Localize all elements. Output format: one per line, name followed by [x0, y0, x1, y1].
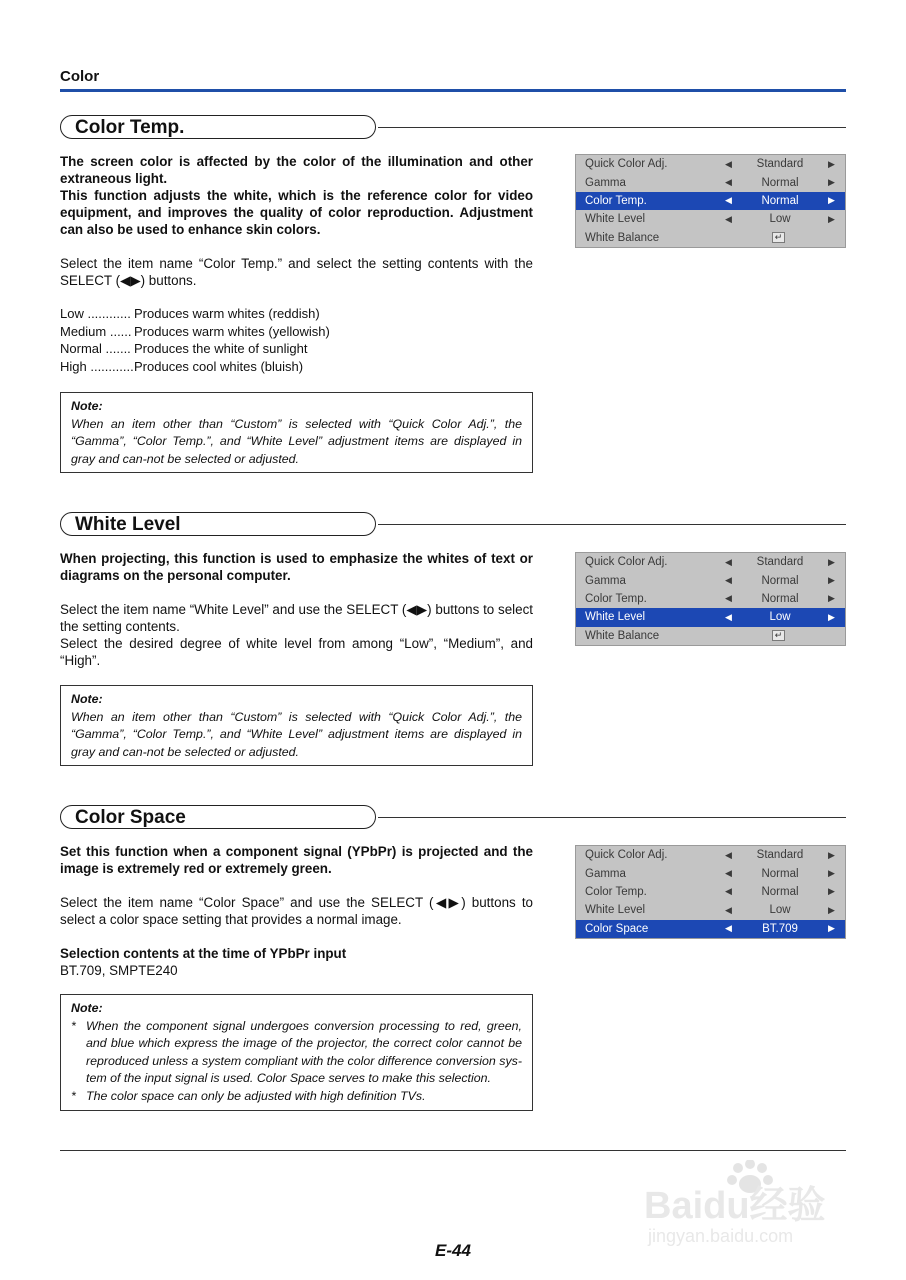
left-arrow-icon[interactable]: ◀: [725, 849, 732, 860]
section-title-white-level: White Level: [60, 512, 376, 536]
option-row: [60, 358, 533, 376]
right-arrow-icon[interactable]: ▶: [828, 593, 835, 604]
menu-row-white-level[interactable]: [576, 210, 845, 228]
menu-row-quick-color-adj[interactable]: [576, 846, 845, 864]
note-box: [60, 994, 533, 1111]
menu-value: Normal: [761, 176, 799, 189]
menu-label: Gamma: [585, 867, 626, 880]
menu-label: Quick Color Adj.: [585, 158, 668, 171]
menu-value: Low: [769, 904, 791, 917]
menu-value: Normal: [761, 194, 799, 207]
menu-label: Color Space: [585, 922, 649, 935]
right-arrow-icon[interactable]: ▶: [828, 213, 835, 224]
menu-row-color-temp[interactable]: [576, 883, 845, 901]
note-bullet: * When the component signal undergoes conversion processing to red, green, and blue which express the image of the projector, the correct color cannot be reproduced unless a system compliant with the color difference conversion sys-tem of the input signal is used. Color Space serves to make this selection.: [71, 1018, 522, 1088]
section-rule: [378, 817, 846, 818]
intro-paragraph: This function adjusts the white, which is the reference color for video equipment, and improves the quality of color reproduction. Adjustment can also be used to enhance skin colors.: [60, 188, 533, 237]
note-title: Note:: [71, 399, 103, 413]
option-name: High ............: [60, 358, 134, 374]
intro-paragraph: When projecting, this function is used to emphasize the whites of text or diagrams on the personal computer.: [60, 551, 533, 583]
left-arrow-icon[interactable]: ◀: [725, 868, 732, 879]
page-number: E-44: [435, 1241, 471, 1260]
menu-row-color-temp[interactable]: [576, 590, 845, 608]
left-arrow-icon[interactable]: ◀: [725, 575, 732, 586]
left-arrow-icon[interactable]: ◀: [725, 213, 732, 224]
note-text: When an item other than “Custom” is selected with “Quick Color Adj.”, the “Gamma”, “Color Temp.”, and “White Level” adjustment items are displayed in gray and can-not be selected or adjusted.: [71, 416, 522, 466]
menu-label: White Level: [585, 611, 646, 624]
menu-label: White Level: [585, 904, 646, 917]
menu-row-quick-color-adj[interactable]: [576, 155, 845, 173]
osd-menu-color-space: [575, 845, 846, 939]
note-bullet-text: The color space can only be adjusted with high definition TVs.: [86, 1088, 426, 1103]
left-arrow-icon[interactable]: ◀: [725, 904, 732, 915]
intro-paragraph: Set this function when a component signal (YPbPr) is projected and the image is extremely red or extremely green.: [60, 844, 533, 876]
section-rule: [378, 127, 846, 128]
baidu-watermark-logo: [640, 1160, 860, 1250]
menu-label: Color Temp.: [585, 592, 647, 605]
right-arrow-icon[interactable]: ▶: [828, 575, 835, 586]
note-box: [60, 685, 533, 766]
menu-value: Normal: [761, 592, 799, 605]
menu-label: Gamma: [585, 176, 626, 189]
left-arrow-icon[interactable]: ◀: [725, 195, 732, 206]
menu-value: BT.709: [762, 922, 798, 935]
menu-label: Quick Color Adj.: [585, 849, 668, 862]
option-name: Low ............: [60, 306, 131, 321]
left-arrow-icon[interactable]: ◀: [725, 177, 732, 188]
color-temp-description: [60, 153, 533, 289]
chapter-title: Color: [60, 68, 100, 85]
chapter-rule: [60, 89, 846, 92]
menu-row-gamma[interactable]: [576, 173, 845, 191]
option-name: Medium ......: [60, 323, 132, 339]
osd-menu-color-temp: [575, 154, 846, 248]
enter-icon[interactable]: ↵: [772, 232, 785, 243]
left-arrow-icon[interactable]: ◀: [725, 593, 732, 604]
option-row: [60, 340, 533, 358]
footer-rule: [60, 1150, 846, 1151]
left-arrow-icon[interactable]: ◀: [725, 611, 732, 622]
white-level-description: [60, 550, 533, 669]
menu-row-color-temp[interactable]: [576, 192, 845, 210]
left-arrow-icon[interactable]: ◀: [725, 886, 732, 897]
osd-menu-white-level: [575, 552, 846, 646]
menu-value: Normal: [761, 867, 799, 880]
watermark-brand: Baidu经验: [644, 1185, 826, 1227]
menu-label: Color Temp.: [585, 194, 647, 207]
option-desc: Produces the white of sunlight: [134, 341, 308, 356]
menu-value: Standard: [756, 556, 804, 569]
menu-value: Low: [769, 213, 791, 226]
left-arrow-icon[interactable]: ◀: [725, 556, 732, 567]
right-arrow-icon[interactable]: ▶: [828, 177, 835, 188]
menu-row-white-balance[interactable]: [576, 627, 845, 645]
menu-value: Low: [769, 611, 791, 624]
menu-row-color-space[interactable]: [576, 920, 845, 938]
watermark-url: jingyan.baidu.com: [648, 1226, 794, 1246]
left-arrow-icon[interactable]: ◀: [725, 158, 732, 169]
section-title-color-temp: Color Temp.: [60, 115, 376, 139]
option-desc: Produces warm whites (yellowish): [134, 323, 330, 339]
instruction-paragraph: Select the item name “Color Space” and use the SELECT (◀▶) buttons to select a color space setting that provides a normal image.: [60, 895, 533, 927]
right-arrow-icon[interactable]: ▶: [828, 195, 835, 206]
right-arrow-icon[interactable]: ▶: [828, 849, 835, 860]
color-temp-options-list: [60, 305, 533, 375]
note-title: Note:: [71, 692, 103, 706]
menu-label: White Level: [585, 213, 646, 226]
note-title: Note:: [71, 1001, 103, 1015]
note-box: [60, 392, 533, 473]
menu-label: Quick Color Adj.: [585, 556, 668, 569]
right-arrow-icon[interactable]: ▶: [828, 556, 835, 567]
section-rule: [378, 524, 846, 525]
instruction-paragraph: Select the desired degree of white level from among “Low”, “Medium”, and “High”.: [60, 636, 533, 668]
instruction-paragraph: Select the item name “Color Temp.” and select the setting contents with the SELECT (◀▶) buttons.: [60, 256, 533, 288]
option-name: Normal .......: [60, 341, 131, 356]
menu-row-white-level[interactable]: [576, 901, 845, 919]
menu-value: Normal: [761, 574, 799, 587]
selection-heading: Selection contents at the time of YPbPr input: [60, 946, 347, 961]
left-arrow-icon[interactable]: ◀: [725, 923, 732, 934]
enter-icon[interactable]: ↵: [772, 630, 785, 641]
menu-row-white-level[interactable]: [576, 608, 845, 626]
menu-value: Standard: [756, 849, 804, 862]
option-desc: Produces cool whites (bluish): [134, 358, 304, 374]
right-arrow-icon[interactable]: ▶: [828, 904, 835, 915]
menu-label: Color Temp.: [585, 885, 647, 898]
option-row: [60, 305, 533, 323]
menu-row-gamma[interactable]: [576, 864, 845, 882]
note-bullet-text: When the component signal undergoes conversion processing to red, green, and blue which express the image of the projector, the correct color cannot be reproduced unless a system compliant with the color difference conversion sys-tem of the input signal is used. Color Space serves to make this selection.: [86, 1018, 522, 1085]
right-arrow-icon[interactable]: ▶: [828, 886, 835, 897]
menu-label: Gamma: [585, 574, 626, 587]
section-title-color-space: Color Space: [60, 805, 376, 829]
menu-value: Standard: [756, 158, 804, 171]
right-arrow-icon[interactable]: ▶: [828, 868, 835, 879]
menu-row-white-balance[interactable]: [576, 229, 845, 247]
right-arrow-icon[interactable]: ▶: [828, 611, 835, 622]
option-row: [60, 323, 533, 341]
instruction-paragraph: Select the item name “White Level” and use the SELECT (◀▶) buttons to select the setting contents.: [60, 602, 533, 634]
note-bullet: * The color space can only be adjusted with high definition TVs.: [71, 1088, 522, 1106]
right-arrow-icon[interactable]: ▶: [828, 158, 835, 169]
menu-row-quick-color-adj[interactable]: [576, 553, 845, 571]
note-text: When an item other than “Custom” is selected with “Quick Color Adj.”, the “Gamma”, “Color Temp.”, and “White Level” adjustment items are displayed in gray and can-not be selected or adjusted.: [71, 709, 522, 759]
menu-value: Normal: [761, 885, 799, 898]
intro-paragraph: The screen color is affected by the color of the illumination and other extraneous light.: [60, 154, 533, 186]
menu-label: White Balance: [585, 231, 660, 244]
color-space-description: [60, 843, 533, 979]
menu-row-gamma[interactable]: [576, 571, 845, 589]
menu-label: White Balance: [585, 629, 660, 642]
selection-values: BT.709, SMPTE240: [60, 963, 178, 978]
right-arrow-icon[interactable]: ▶: [828, 923, 835, 934]
option-desc: Produces warm whites (reddish): [134, 306, 320, 321]
